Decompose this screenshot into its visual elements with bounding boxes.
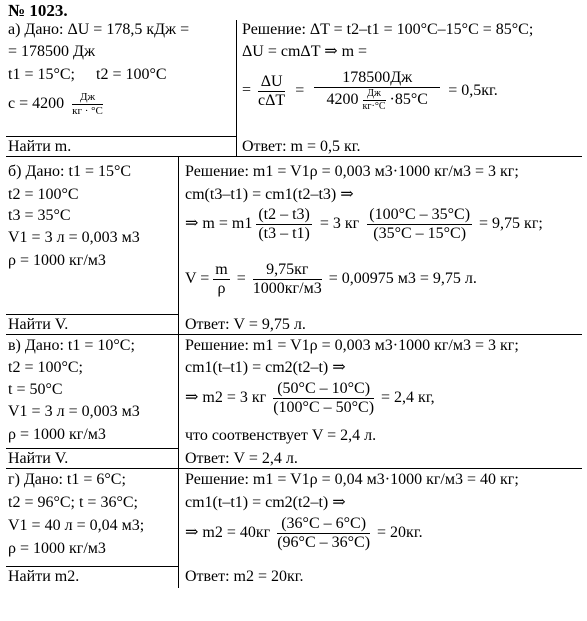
- b-given-line3: t3 = 35°C: [8, 207, 71, 224]
- b-given-line1: б) Дано: t1 = 15°C: [8, 163, 132, 180]
- a-solution-line3: = $\frac{\Delta U}{\text{cΔT}}$ = 178500Дж 4200 $\frac{Дж}{кг\cdot^\circ C}$ ·85°C = 0,5кг.: [242, 69, 498, 112]
- a-given-c: [8, 92, 103, 117]
- c-given-line2: t2 = 100°C;: [8, 359, 83, 376]
- d-find: Найти m2.: [8, 568, 80, 585]
- a-solution-line1: Решение: ΔT = t2–t1 = 100°C–15°C = 85°C;: [242, 21, 534, 38]
- a-answer: Ответ: m = 0,5 кг.: [242, 138, 361, 155]
- b-given-line4: V1 = 3 л = 0,003 м3: [8, 229, 140, 246]
- d-given-line1: г) Дано: t1 = 6°C;: [8, 471, 126, 488]
- b-solution-line3: [185, 207, 543, 242]
- b-l3-pre: ⇒ m = m1: [185, 215, 253, 233]
- divider-a-b: [6, 156, 582, 157]
- a-frac2-unit-num: Дж: [363, 89, 386, 101]
- b-l4-f2-den: 1000кг/м3: [252, 280, 322, 297]
- a-given-t2: t2 = 100°C: [96, 66, 167, 83]
- b-l4-result: = 0,00975 м3 = 9,75 л.: [328, 270, 477, 288]
- b-find: Найти V.: [8, 316, 69, 333]
- d-solution-line2: cm1(t–t1) = cm2(t2–t) ⇒: [185, 494, 346, 511]
- a-frac2-den-pre: 4200: [326, 91, 359, 109]
- divider-vertical-a: [236, 20, 237, 156]
- c-solution-line3: [185, 381, 435, 416]
- b-given-line5: ρ = 1000 кг/м3: [8, 252, 106, 269]
- c-solution-line2: cm1(t–t1) = cm2(t2–t) ⇒: [185, 359, 346, 376]
- divider-b-c: [6, 334, 582, 335]
- a-given-line2: = 178500 Дж: [8, 43, 95, 60]
- divider-b-find: [6, 314, 178, 315]
- divider-a-find: [6, 136, 236, 137]
- b-l3-mid: = 3 кг: [319, 215, 360, 233]
- d-l3-result: = 20кг.: [377, 524, 423, 542]
- d-given-line3: V1 = 40 л = 0,04 м3;: [8, 517, 145, 534]
- c-given-line1: в) Дано: t1 = 10°C;: [8, 337, 135, 354]
- b-l3-result: = 9,75 кг;: [479, 215, 543, 233]
- b-solution-line1: Решение: m1 = V1ρ = 0,003 м3·1000 кг/м3 = 3 кг;: [185, 163, 519, 180]
- b-l4-f2-num: 9,75кг: [253, 262, 322, 280]
- a-given-c-unit-den: кг · °C: [72, 105, 103, 117]
- d-solution-line1: Решение: m1 = V1ρ = 0,04 м3·1000 кг/м3 = 40 кг;: [185, 471, 519, 488]
- b-l3-f2-num: (100°C – 35°C): [369, 206, 471, 223]
- a-result: = 0,5кг.: [448, 81, 498, 99]
- c-find: Найти V.: [8, 450, 69, 467]
- divider-d-find: [6, 566, 178, 567]
- d-solution-line3: [185, 516, 423, 551]
- d-l3-pre: ⇒ m2 = 40кг: [185, 524, 271, 542]
- a-find: Найти m.: [8, 138, 72, 155]
- c-l3-pre: ⇒ m2 = 3 кг: [185, 389, 267, 407]
- a-solution-line2: ΔU = cmΔT ⇒ m =: [242, 43, 368, 60]
- b-l4-pre: V =: [185, 270, 210, 288]
- d-given-line4: ρ = 1000 кг/м3: [8, 540, 106, 557]
- a-frac2-num: 178500Дж: [314, 70, 440, 88]
- divider-vertical-main: [178, 156, 179, 588]
- b-l3-f1-num: (t2 – t3): [258, 206, 310, 223]
- c-l3-num: (50°C – 10°C): [273, 381, 374, 399]
- a-given-line1: а) Дано: ΔU = 178,5 кДж =: [8, 21, 190, 38]
- c-answer: Ответ: V = 2,4 л.: [185, 450, 298, 467]
- a-frac1-den: cΔT: [258, 91, 286, 109]
- b-given-line2: t2 = 100°C: [8, 186, 79, 203]
- c-given-line3: t = 50°C: [8, 381, 63, 398]
- a-given-c-prefix: c = 4200: [8, 95, 65, 113]
- c-solution-line1: Решение: m1 = V1ρ = 0,003 м3·1000 кг/м3 = 3 кг;: [185, 337, 519, 354]
- d-l3-den: (96°C – 36°C): [277, 534, 371, 551]
- a-given-t1: t1 = 15°C;: [8, 66, 75, 83]
- b-answer: Ответ: V = 9,75 л.: [185, 316, 306, 333]
- b-l3-f1-den: (t3 – t1): [258, 225, 310, 242]
- divider-c-find: [6, 448, 178, 449]
- c-l3-result: = 2,4 кг,: [381, 389, 435, 407]
- a-given-c-unit-num: Дж: [72, 92, 103, 105]
- a-frac1-num: ΔU: [258, 74, 285, 92]
- b-l4-f1-den: ρ: [217, 280, 226, 297]
- b-l3-f2-den: (35°C – 15°C): [373, 225, 467, 242]
- problem-number: № 1023.: [8, 1, 68, 20]
- d-l3-num: (36°C – 6°C): [277, 516, 370, 534]
- c-solution-line4: что соотвенствует V = 2,4 л.: [185, 427, 377, 444]
- b-l4-f1-num: m: [215, 261, 228, 278]
- a-frac2-unit-den: кг·°C: [362, 101, 386, 112]
- divider-c-d: [6, 468, 582, 469]
- d-answer: Ответ: m2 = 20кг.: [185, 568, 304, 585]
- c-l3-den: (100°C – 50°C): [273, 399, 375, 416]
- c-given-line5: ρ = 1000 кг/м3: [8, 426, 106, 443]
- b-solution-line2: cm(t3–t1) = cm1(t2–t3) ⇒: [185, 186, 354, 203]
- a-frac2-den-post: ·85°C: [389, 91, 428, 109]
- d-given-line2: t2 = 96°C; t = 36°C;: [8, 494, 138, 511]
- c-given-line4: V1 = 3 л = 0,003 м3: [8, 403, 140, 420]
- b-solution-line4: V = $\frac{m}{\rho}$ = $\frac{9,75кг}{1000кг/м3}$ = 0,00975 м3 = 9,75 л.: [185, 261, 477, 297]
